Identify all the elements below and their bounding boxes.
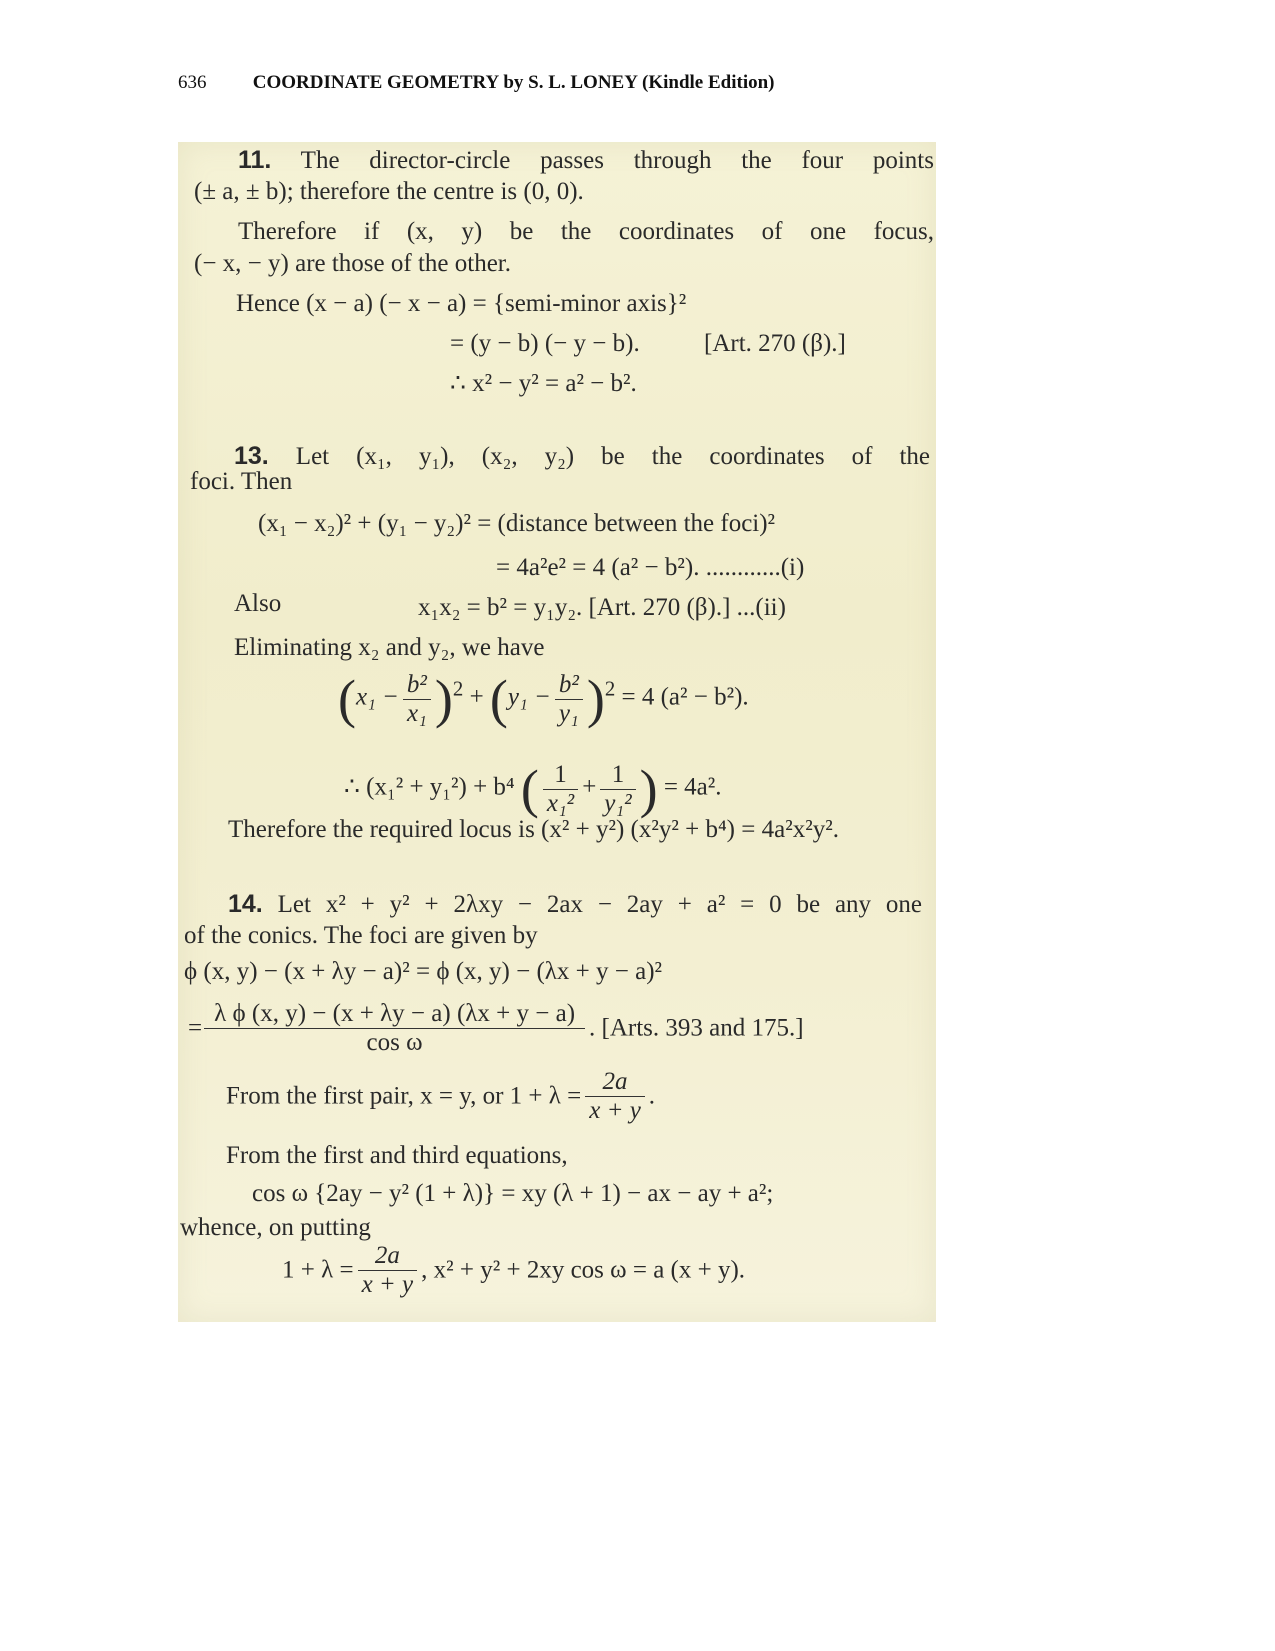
s13-line-7: Therefore the required locus is (x² + y²) (x²y² + b⁴) = 4a²x²y². — [228, 816, 839, 843]
s14-line-1: 14. Let x² + y² + 2λxy − 2ax − 2ay + a² = 0 be any one — [228, 890, 923, 918]
s13-equation-1: (x₁ − $\frac{\text{b²}}{\text{x₁}}$ )$^2$ + (y₁ − $\frac{\text{b²}}{\text{y₁}}$ )$^2$ = 4 (a² − b²). — [338, 669, 749, 729]
s11-line-2: (± a, ± b); therefore the centre is (0, 0). — [194, 178, 584, 205]
page-header — [178, 72, 775, 94]
s14-line-3: ϕ (x, y) − (x + λy − a)² = ϕ (x, y) − (λx + y − a)² — [184, 958, 663, 985]
s11-art-ref: [Art. 270 (β).] — [704, 330, 846, 357]
s14-line-8: 1 + λ = $\frac{2a}{x + y}$ , x² + y² + 2xy cos ω = a (x + y). — [282, 1242, 746, 1298]
s11-line-3: Therefore if (x, y) be the coordinates of one focus, — [238, 218, 934, 245]
s14-fraction-equation: = $\frac{\text{λ ϕ (x, y) − (x + λy − a) (λx + y − a)}}{\text{cos ω}}$ . [Arts. 393 and 175.] — [188, 1000, 804, 1056]
s13-line-4: = 4a²e² = 4 (a² − b²). ............(i) — [496, 554, 805, 581]
s14-arts-ref: . [Arts. 393 and 175.] — [589, 1014, 804, 1042]
s11-line-5: Hence (x − a) (− x − a) = {semi-minor axis}² — [236, 290, 687, 317]
page-number: 636 — [178, 72, 207, 93]
s14-line-2: of the conics. The foci are given by — [184, 922, 538, 949]
s11-line-6: = (y − b) (− y − b). — [450, 330, 640, 357]
s14-fraction-denominator: cos ω — [366, 1029, 423, 1056]
s14-number: 14. — [228, 890, 263, 918]
s11-result: ∴ x² − y² = a² − b². — [450, 370, 637, 397]
s14-line-7: whence, on putting — [180, 1214, 371, 1241]
s13-line-3: (x₁ − x₂)² + (y₁ − y₂)² = (distance between the foci)² — [258, 510, 776, 537]
s13-equation-2: ∴ (x₁² + y₁²) + b⁴ ( $\frac{1}{\text{x₁²}}$ + $\frac{1}{\text{y₁²}}$ ) = 4a². — [344, 759, 722, 819]
s13-line-5: x₁x₂ = b² = y₁y₂. [Art. 270 (β).] ...(ii) — [418, 594, 786, 621]
s11-number: 11. — [238, 146, 272, 174]
s13-line-1: 13. Let (x₁, y₁), (x₂, y₂) be the coordinates of the — [234, 442, 931, 470]
s14-fraction-numerator: λ ϕ (x, y) − (x + λy − a) (λx + y − a) — [204, 1000, 585, 1029]
s11-line-4: (− x, − y) are those of the other. — [194, 250, 511, 277]
s13-also: Also — [234, 590, 282, 617]
s13-number: 13. — [234, 442, 269, 470]
s14-line-4: From the first pair, x = y, or 1 + λ = $\frac{2a}{x + y}$ . — [226, 1068, 656, 1124]
running-title: COORDINATE GEOMETRY by S. L. LONEY (Kindle Edition) — [252, 72, 775, 93]
s13-line-2: foci. Then — [190, 468, 293, 495]
s11-line-1: 11. The director-circle passes through the four points — [238, 146, 934, 174]
s13-line-6: Eliminating x₂ and y₂, we have — [234, 634, 545, 661]
s14-line-5: From the first and third equations, — [226, 1142, 568, 1169]
scanned-page — [178, 142, 936, 1322]
s14-line-6: cos ω {2ay − y² (1 + λ)} = xy (λ + 1) − ax − ay + a²; — [252, 1180, 774, 1207]
